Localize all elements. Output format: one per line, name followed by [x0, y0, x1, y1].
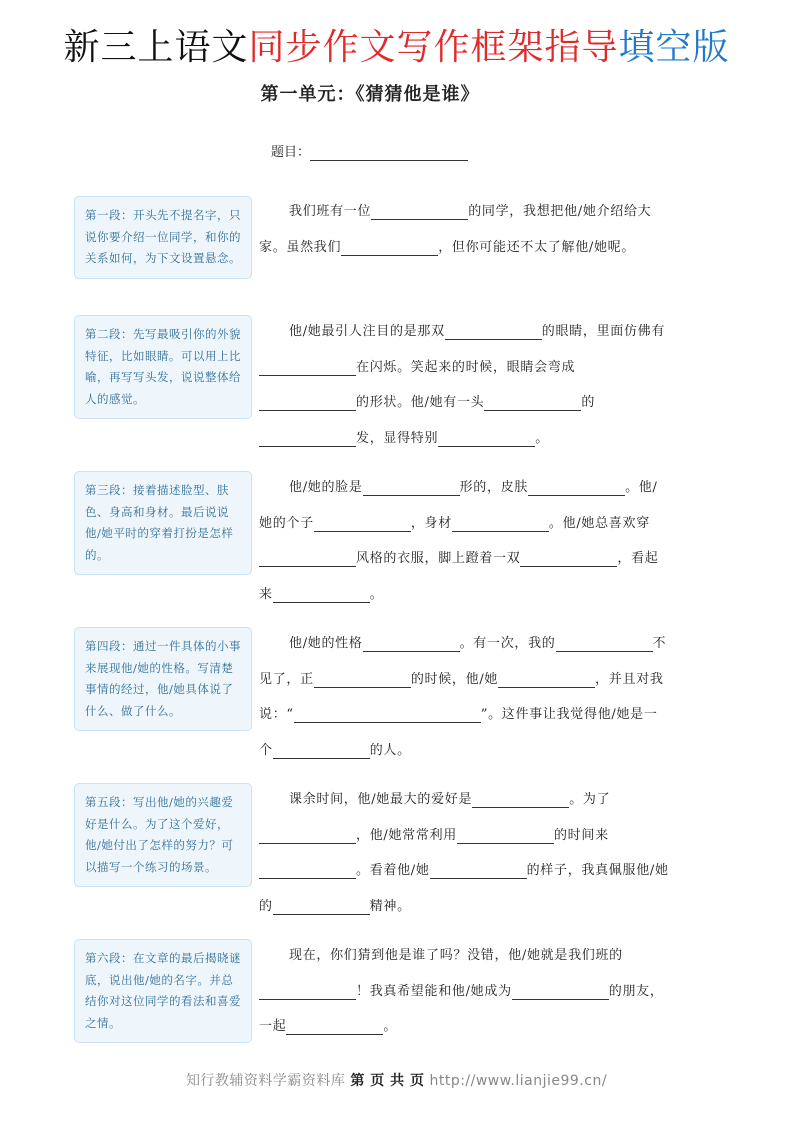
text-segment: 风格的衣服，脚上蹬着一双 — [356, 551, 521, 566]
text-segment: 。他/她总喜欢穿 — [548, 515, 650, 531]
title-part-red: 同步作文写作框架指导 — [248, 27, 619, 68]
fill-blank[interactable] — [528, 482, 625, 496]
text-segment: 现在，你们猜到他是谁了吗？没错，他/她就是我们班的 — [289, 948, 623, 963]
fill-blank[interactable] — [498, 674, 595, 688]
fill-blank[interactable] — [259, 362, 356, 376]
guide-box-2: 第二段：先写最吸引你的外貌特征，比如眼睛。可以用上比喻，再写写头发，说说整体给人的感觉。 — [74, 315, 252, 419]
fill-blank[interactable] — [259, 865, 356, 879]
text-segment: 不见了，正 — [259, 636, 667, 687]
paragraph-1 — [259, 194, 669, 265]
fill-blank[interactable] — [286, 1021, 383, 1035]
text-segment: 的朋友，一起 — [259, 983, 664, 1034]
guide-box-3: 第三段：接着描述脸型、肤色、身高和身材。最后说说他/她平时的穿着打扮是怎样的。 — [74, 471, 252, 575]
title-part-black: 新三上语文 — [63, 27, 249, 68]
page-number: 第 页 共 页 — [350, 1073, 425, 1089]
topic-blank[interactable] — [310, 147, 468, 161]
fill-blank[interactable] — [273, 901, 370, 915]
text-segment: 他/她的性格 — [289, 636, 363, 651]
fill-blank[interactable] — [363, 482, 460, 496]
unit-subtitle: 第一单元：《猜猜他是谁》 — [260, 84, 480, 105]
paragraph-6 — [259, 938, 669, 1045]
text-segment: 。为了 — [569, 792, 611, 807]
fill-blank[interactable] — [371, 206, 468, 220]
fill-blank[interactable] — [314, 518, 411, 532]
fill-blank[interactable] — [484, 397, 581, 411]
text-segment: 。 — [383, 1019, 398, 1034]
text-segment: 。 — [535, 430, 549, 446]
page-title — [0, 22, 793, 74]
watermark-text: 知行教辅资料学霸资料库 — [185, 1073, 351, 1089]
text-segment: ！我真希望能和他/她成为 — [356, 983, 512, 999]
fill-blank[interactable] — [363, 638, 460, 652]
fill-blank[interactable] — [472, 794, 569, 808]
fill-blank[interactable] — [556, 638, 653, 652]
fill-blank[interactable] — [430, 865, 527, 879]
fill-blank[interactable] — [273, 745, 370, 759]
fill-blank[interactable] — [445, 326, 542, 340]
text-segment: 他/她的脸是 — [289, 480, 363, 495]
text-segment: ，看起来 — [259, 551, 659, 602]
text-segment: 的眼睛，里面仿佛有 — [541, 324, 666, 339]
guide-box-1: 第一段：开头先不提名字，只说你要介绍一位同学，和你的关系如何，为下文设置悬念。 — [74, 196, 252, 279]
fill-blank[interactable] — [294, 709, 481, 723]
fill-blank[interactable] — [259, 830, 356, 844]
fill-blank[interactable] — [259, 397, 356, 411]
fill-blank[interactable] — [341, 242, 438, 256]
text-segment: 的同学，我想把他/她介绍给大家。虽然我们 — [259, 204, 652, 255]
text-segment: 的 — [581, 395, 596, 410]
fill-blank[interactable] — [259, 553, 356, 567]
text-segment: ，并且对我说：“ — [259, 671, 664, 722]
fill-blank[interactable] — [512, 986, 609, 1000]
text-segment: 课余时间，他/她最大的爱好是 — [289, 792, 473, 807]
text-segment: 的样子，我真佩服他/她的 — [259, 863, 669, 914]
text-segment: 形的，皮肤 — [459, 480, 529, 495]
text-segment: 我们班有一位 — [289, 204, 372, 219]
text-segment: 。有一次，我的 — [459, 636, 556, 651]
watermark-url[interactable]: http://www.lianjie99.cn/ — [429, 1073, 608, 1089]
topic-line — [271, 141, 468, 161]
fill-blank[interactable] — [259, 986, 356, 1000]
fill-blank[interactable] — [520, 553, 617, 567]
guide-box-5: 第五段：写出他/她的兴趣爱好是什么。为了这个爱好，他/她付出了怎样的努力？可以描写一个练习的场景。 — [74, 783, 252, 887]
text-segment: 的时间来 — [553, 827, 609, 843]
fill-blank[interactable] — [452, 518, 549, 532]
text-segment: ”。这件事让我觉得他/她是一个 — [259, 707, 658, 758]
paragraph-5 — [259, 782, 669, 924]
text-segment: 他/她最引人注目的是那双 — [289, 324, 445, 339]
text-segment: 。看着他/她 — [356, 863, 430, 878]
fill-blank[interactable] — [259, 433, 356, 447]
text-segment: 。他/她的个子 — [259, 480, 658, 531]
topic-label: 题目： — [271, 145, 311, 160]
text-segment: 精神。 — [369, 898, 411, 914]
guide-box-6: 第六段：在文章的最后揭晓谜底，说出他/她的名字。并总结你对这位同学的看法和喜爱之情。 — [74, 939, 252, 1043]
paragraph-4 — [259, 626, 669, 768]
text-segment: ，身材 — [410, 515, 452, 531]
footer — [0, 1070, 793, 1090]
text-segment: 发，显得特别 — [356, 430, 439, 446]
paragraph-3 — [259, 470, 669, 612]
title-part-blue: 填空版 — [618, 27, 730, 68]
text-segment: 的时候，他/她 — [410, 671, 499, 687]
fill-blank[interactable] — [457, 830, 554, 844]
fill-blank[interactable] — [273, 589, 370, 603]
fill-blank[interactable] — [438, 433, 535, 447]
fill-blank[interactable] — [314, 674, 411, 688]
paragraph-2 — [259, 314, 669, 456]
text-segment: 。 — [369, 586, 384, 602]
text-segment: 的形状。他/她有一头 — [356, 395, 485, 410]
text-segment: 在闪烁。笑起来的时候，眼睛会弯成 — [356, 359, 576, 375]
text-segment: ，他/她常常利用 — [356, 827, 457, 843]
text-segment: 的人。 — [369, 742, 411, 758]
text-segment: ，但你可能还不太了解他/她呢。 — [438, 239, 636, 255]
guide-box-4: 第四段：通过一件具体的小事来展现他/她的性格。写清楚事情的经过，他/她具体说了什么、做了什么。 — [74, 627, 252, 731]
